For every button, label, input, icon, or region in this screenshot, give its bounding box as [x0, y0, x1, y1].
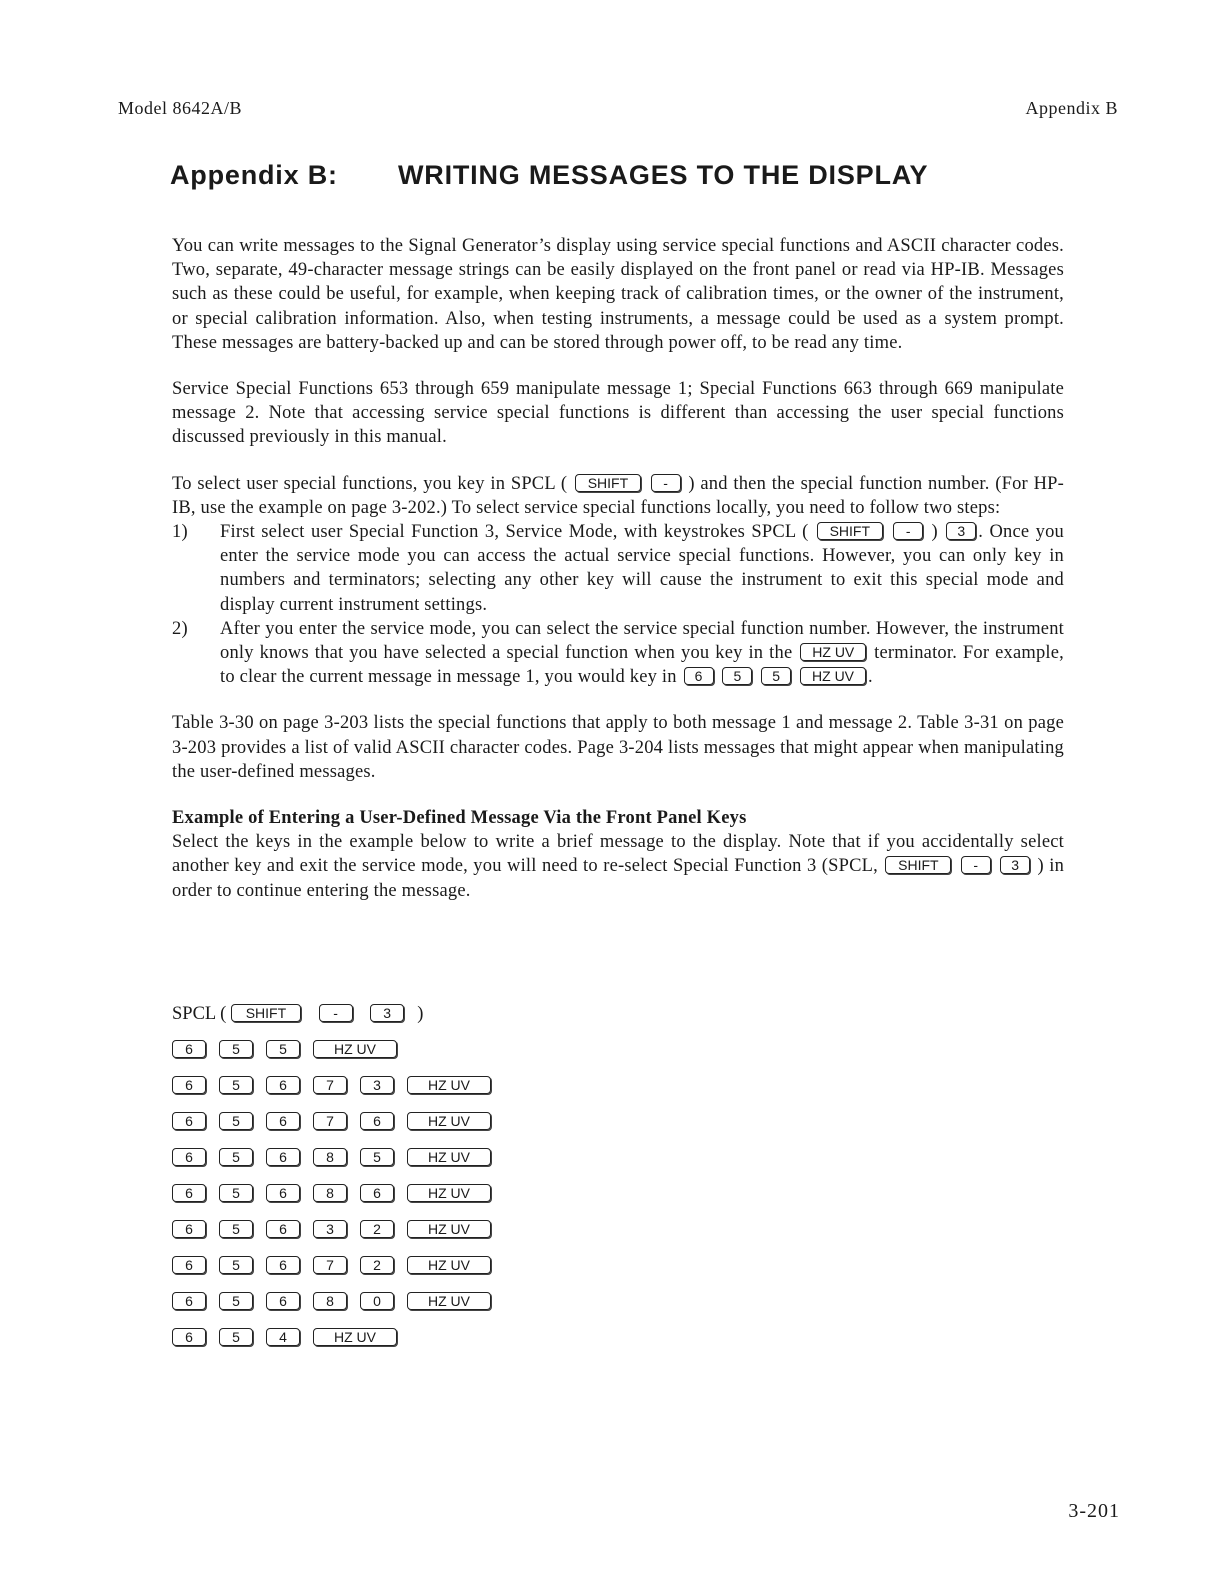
- key-6-icon: 6: [172, 1292, 206, 1310]
- key-2-icon: 2: [360, 1256, 394, 1274]
- key-5-icon: 5: [219, 1328, 253, 1346]
- key-5-icon: 5: [722, 667, 752, 685]
- key-4-icon: 4: [266, 1328, 300, 1346]
- key-6-icon: 6: [172, 1076, 206, 1094]
- key-6-icon: 6: [360, 1112, 394, 1130]
- page-title: [170, 160, 1070, 191]
- key-6-icon: 6: [266, 1148, 300, 1166]
- paragraph-tables: Table 3-30 on page 3-203 lists the special functions that apply to both message 1 and message 2. Table 3-31 on page 3-203 provides a list of valid ASCII character codes. Page 3-204 lists messages that might appear when manipulating the user-defined messages.: [172, 713, 1064, 782]
- text-run: To select user special functions, you key in SPCL (: [172, 473, 568, 494]
- text-run: . Once you enter the service mode you can access the actual service special functions. However, you can only key in numbers and terminators; selecting any other key will cause the instrument to exit this special mode and display current instrument settings.: [220, 522, 1064, 615]
- key-8-icon: 8: [313, 1184, 347, 1202]
- hz-uv-key-icon: HZ UV: [407, 1292, 491, 1310]
- sequence-row: [172, 1320, 504, 1356]
- sequence-row: [172, 1032, 504, 1068]
- key-5-icon: 5: [219, 1040, 253, 1058]
- text-run: First select user Special Function 3, Service Mode, with keystrokes SPCL (: [220, 522, 809, 543]
- key-5-icon: 5: [360, 1148, 394, 1166]
- key-6-icon: 6: [172, 1184, 206, 1202]
- key-6-icon: 6: [172, 1112, 206, 1130]
- text-run: Select the keys in the example below to write a brief message to the display. Note that if you accidentally select another key and exit the service mode, you will need to re-select Special Function 3 (SPCL,: [172, 832, 1064, 877]
- key-3-icon: 3: [313, 1220, 347, 1238]
- sequence-row: [172, 1212, 504, 1248]
- key-6-icon: 6: [360, 1184, 394, 1202]
- shift-key-icon: SHIFT: [817, 522, 883, 540]
- sequence-row: [172, 1284, 504, 1320]
- minus-key-icon: -: [893, 522, 923, 540]
- page-number: 3-201: [1068, 1500, 1120, 1522]
- hz-uv-key-icon: HZ UV: [800, 667, 866, 685]
- key-5-icon: 5: [219, 1220, 253, 1238]
- key-5-icon: 5: [219, 1184, 253, 1202]
- hz-uv-key-icon: HZ UV: [407, 1184, 491, 1202]
- hz-uv-key-icon: HZ UV: [407, 1256, 491, 1274]
- key-6-icon: 6: [684, 667, 714, 685]
- hz-uv-key-icon: HZ UV: [407, 1076, 491, 1094]
- key-3-icon: 3: [946, 522, 976, 540]
- key-8-icon: 8: [313, 1148, 347, 1166]
- key-6-icon: 6: [266, 1112, 300, 1130]
- running-header-appendix: Appendix B: [1025, 98, 1118, 118]
- hz-uv-key-icon: HZ UV: [313, 1328, 397, 1346]
- list-item: [172, 617, 1064, 690]
- text-run: ) and then the special function number. (For HP-IB, use the example on page 3-202.) To select service special functions locally, you need to follow two steps:: [172, 473, 1065, 518]
- spcl-label: SPCL (: [172, 1004, 227, 1024]
- title-label: Appendix B:: [170, 160, 338, 190]
- key-6-icon: 6: [266, 1220, 300, 1238]
- hz-uv-key-icon: HZ UV: [800, 643, 866, 661]
- hz-uv-key-icon: HZ UV: [407, 1220, 491, 1238]
- hz-uv-key-icon: HZ UV: [407, 1112, 491, 1130]
- key-7-icon: 7: [313, 1112, 347, 1130]
- shift-key-icon: SHIFT: [231, 1004, 301, 1022]
- minus-key-icon: -: [651, 474, 681, 492]
- minus-key-icon: -: [961, 856, 991, 874]
- key-2-icon: 2: [360, 1220, 394, 1238]
- key-7-icon: 7: [313, 1076, 347, 1094]
- key-3-icon: 3: [370, 1004, 404, 1022]
- body-text: [172, 234, 1064, 903]
- key-6-icon: 6: [172, 1040, 206, 1058]
- key-8-icon: 8: [313, 1292, 347, 1310]
- key-6-icon: 6: [266, 1256, 300, 1274]
- sequence-row-spcl: [172, 996, 504, 1032]
- sequence-row: [172, 1140, 504, 1176]
- key-3-icon: 3: [360, 1076, 394, 1094]
- shift-key-icon: SHIFT: [575, 474, 641, 492]
- key-6-icon: 6: [172, 1148, 206, 1166]
- text-run: terminator. For example, to clear the current message in message 1, you would key in: [220, 643, 1065, 688]
- key-5-icon: 5: [761, 667, 791, 685]
- key-6-icon: 6: [172, 1256, 206, 1274]
- text-run: ) in order to continue entering the message.: [172, 856, 1065, 901]
- key-3-icon: 3: [1000, 856, 1030, 874]
- key-5-icon: 5: [219, 1256, 253, 1274]
- minus-key-icon: -: [319, 1004, 353, 1022]
- list-number: 2): [172, 618, 188, 639]
- key-6-icon: 6: [266, 1292, 300, 1310]
- close-paren: ): [417, 1004, 424, 1024]
- hz-uv-key-icon: HZ UV: [313, 1040, 397, 1058]
- key-5-icon: 5: [266, 1040, 300, 1058]
- paragraph-intro: You can write messages to the Signal Generator’s display using service special functions and ASCII character codes. Two, separate, 49-character message strings can be easily displayed on the front panel or read via HP-IB. Messages such as these could be useful, for example, when keeping track of calibration times, or the owner of the instrument, or special calibration information. Also, when testing instruments, a message could be used as a system prompt. These messages are battery-backed up and can be stored through power off, to be read any time.: [172, 236, 1064, 353]
- key-5-icon: 5: [219, 1292, 253, 1310]
- shift-key-icon: SHIFT: [885, 856, 951, 874]
- key-7-icon: 7: [313, 1256, 347, 1274]
- example-heading: Example of Entering a User-Defined Message Via the Front Panel Keys: [172, 808, 747, 829]
- text-run: After you enter the service mode, you can select the service special function number. However, the instrument only knows that you have selected a special function when you key in the: [220, 618, 1064, 664]
- title-text: WRITING MESSAGES TO THE DISPLAY: [398, 160, 929, 190]
- hz-uv-key-icon: HZ UV: [407, 1148, 491, 1166]
- sequence-row: [172, 1068, 504, 1104]
- paragraph-service-functions: Service Special Functions 653 through 659 manipulate message 1; Special Functions 663 through 669 manipulate message 2. Note that accessing service special functions is different than accessing the user special functions discussed previously in this manual.: [172, 379, 1064, 448]
- key-0-icon: 0: [360, 1292, 394, 1310]
- key-6-icon: 6: [266, 1184, 300, 1202]
- list-number: 1): [172, 522, 188, 543]
- paragraph-example: [172, 830, 1064, 903]
- sequence-row: [172, 1104, 504, 1140]
- sequence-rows: [172, 1032, 504, 1356]
- paragraph-select-functions: [172, 472, 1064, 520]
- key-5-icon: 5: [219, 1148, 253, 1166]
- key-5-icon: 5: [219, 1112, 253, 1130]
- sequence-row: [172, 1176, 504, 1212]
- running-header-model: Model 8642A/B: [118, 98, 243, 118]
- text-run: .: [868, 667, 873, 688]
- key-6-icon: 6: [266, 1076, 300, 1094]
- list-item: [172, 520, 1064, 617]
- steps-list: [172, 520, 1064, 689]
- key-5-icon: 5: [219, 1076, 253, 1094]
- sequence-row: [172, 1248, 504, 1284]
- keystroke-sequence: [172, 996, 504, 1356]
- text-run: ): [931, 522, 938, 543]
- key-6-icon: 6: [172, 1328, 206, 1346]
- key-6-icon: 6: [172, 1220, 206, 1238]
